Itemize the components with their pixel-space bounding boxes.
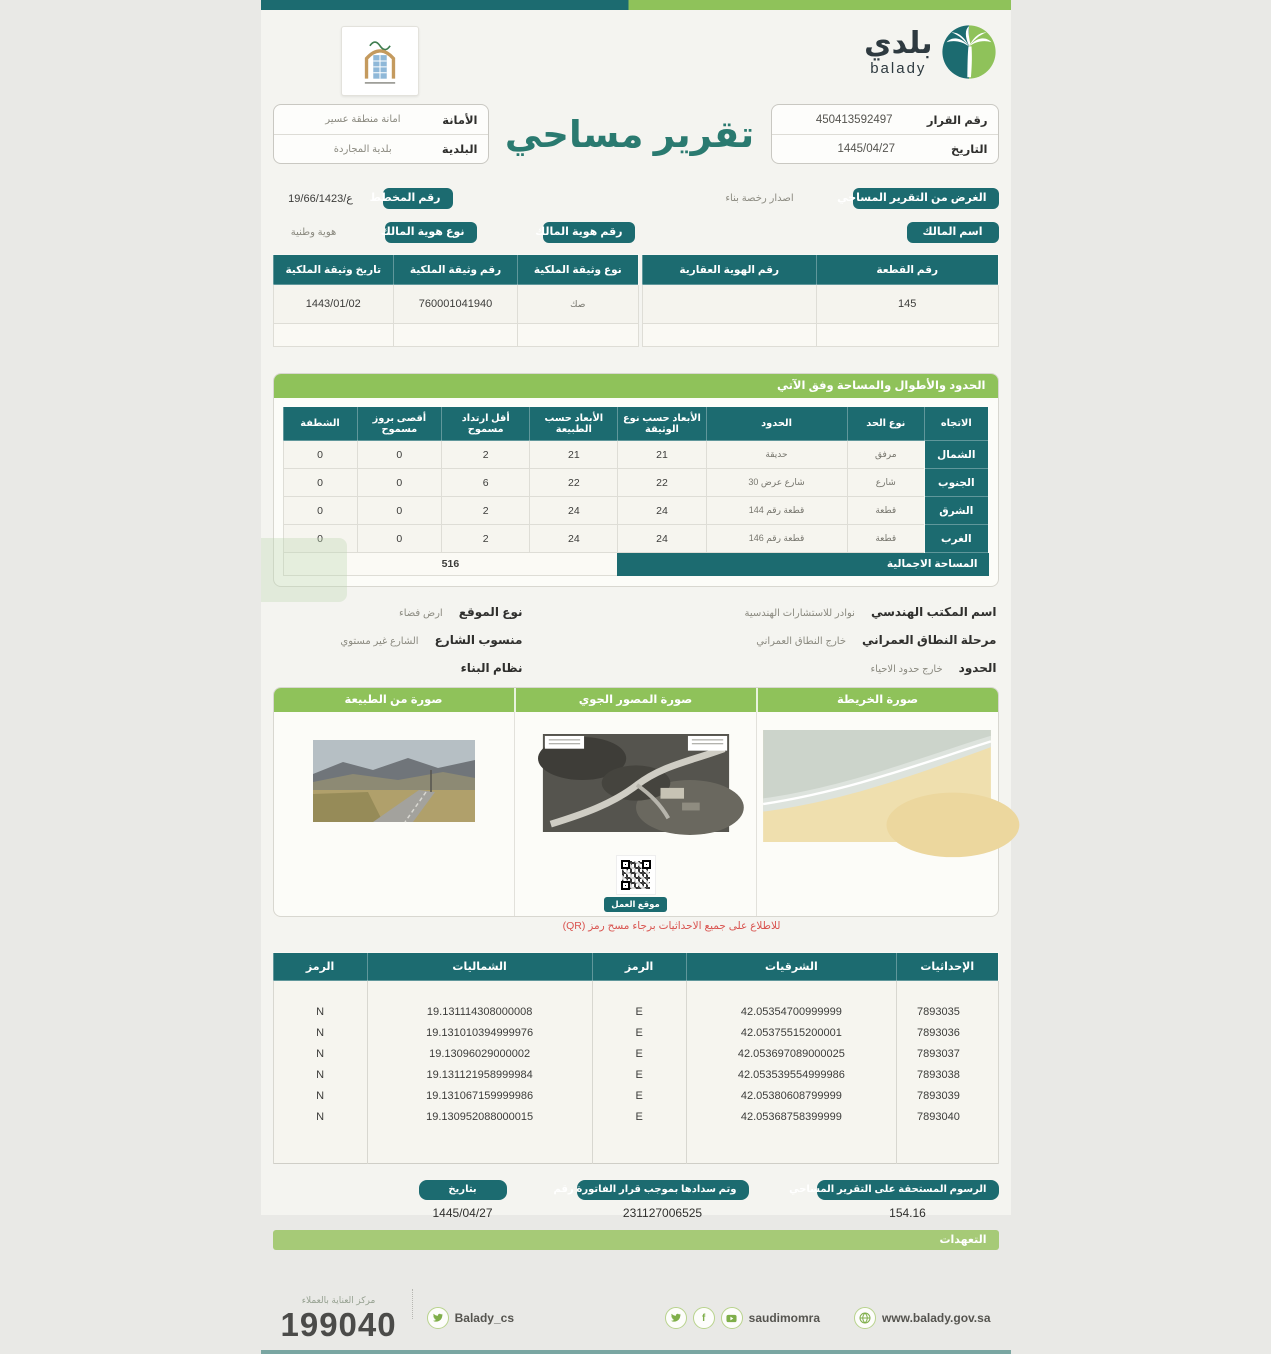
parcel-value-row (642, 285, 998, 324)
page-title: تقرير مساحي (504, 113, 755, 155)
street-level-cell (281, 633, 639, 647)
easting-code: E (592, 1002, 686, 1023)
website-block (854, 1307, 990, 1329)
type-cell: شارع (847, 469, 925, 497)
qr-finder (621, 860, 630, 869)
bounds-cell (639, 661, 997, 675)
municipality-logo (341, 26, 419, 96)
plan-number-pill: رقم المخطط (383, 188, 453, 209)
fees-date-block (419, 1180, 507, 1220)
owner-name-pill: اسم المالك (907, 222, 999, 243)
coord-id: 7893040 (897, 1107, 999, 1128)
deed-type-header: نوع وثيقة الملكية (518, 255, 638, 285)
municipality-value: بلدية المجاردة (333, 143, 392, 155)
brand-latin: balady (870, 59, 927, 77)
northing-code: N (273, 1107, 367, 1128)
coord-id: 7893035 (897, 1002, 999, 1023)
fees-row (261, 1180, 1011, 1220)
northing-code: N (273, 1065, 367, 1086)
protrusion-cell: 0 (357, 497, 442, 525)
map-image-label: صورة الخريطة (836, 694, 919, 707)
customer-care-block (280, 1295, 413, 1344)
municipality-emblem-icon (348, 32, 412, 90)
map-image (763, 730, 991, 842)
fees-invoice-value: 231127006525 (622, 1206, 703, 1221)
deed-number-header: رقم وثيقة الملكية (393, 255, 517, 285)
twitter-icon (427, 1307, 449, 1329)
fees-invoice-pill: وتم سدادها بموجب قرار الفاتورة رقم (577, 1180, 749, 1200)
gap-cell (897, 981, 999, 1002)
empty-cell (686, 1128, 896, 1164)
parcel-table (642, 254, 999, 347)
undertakings-band: التعهدات (273, 1230, 999, 1250)
boundary-header: الحدود (706, 407, 847, 441)
boundary-row-north (283, 441, 988, 469)
boundaries-section (273, 373, 999, 587)
northing: 19.131121958999984 (367, 1065, 592, 1086)
deed-date-header: تاريخ وثيقة الملكية (273, 255, 393, 285)
chamfer-header: الشطفة (283, 407, 357, 441)
property-id-value (642, 285, 816, 324)
bounds-value: خارج حدود الاحياء (870, 664, 943, 676)
decision-date-row (772, 134, 998, 163)
parcel-empty-row (642, 324, 998, 347)
boundary-cell: حديقة (706, 441, 847, 469)
purpose-value: اصدار رخصة بناء (725, 193, 794, 205)
coord-id: 7893036 (897, 1023, 999, 1044)
site-type-label: نوع الموقع (458, 605, 523, 620)
total-area-label: المساحة الاجمالية (618, 553, 988, 576)
empty-cell (518, 324, 638, 347)
deed-value-row (273, 285, 638, 324)
scope-label: مرحلة النطاق العمراني (862, 633, 997, 648)
empty-cell (393, 324, 517, 347)
easting-code: E (592, 1044, 686, 1065)
aerial-image-column (515, 712, 757, 916)
municipality-row (274, 134, 488, 163)
coordinate-row (273, 1086, 998, 1107)
purpose-pill: الغرض من التقرير المساحي (853, 188, 999, 209)
boundary-type-header: نوع الحد (847, 407, 925, 441)
gap-cell (273, 981, 367, 1002)
boundary-cell: قطعة رقم 144 (706, 497, 847, 525)
fees-due-value: 154.16 (889, 1206, 926, 1221)
northing: 19.13096029000002 (367, 1044, 592, 1065)
northing-code: N (273, 1086, 367, 1107)
deed-type-value: صك (518, 285, 638, 324)
facebook-icon: f (693, 1307, 715, 1329)
direction-cell: الغرب (925, 525, 988, 553)
protrusion-cell: 0 (357, 469, 442, 497)
setback-cell: 6 (442, 469, 530, 497)
office-value: نوادر للاستشارات الهندسية (744, 608, 855, 620)
setback-cell: 2 (442, 497, 530, 525)
easting-code-header: الرمز (592, 953, 686, 981)
empty-cell (897, 1128, 999, 1164)
deed-table (273, 254, 639, 347)
bottom-rule (261, 1350, 1011, 1354)
setback-cell: 2 (442, 525, 530, 553)
coordinates-table (273, 952, 999, 1164)
easting-code: E (592, 1065, 686, 1086)
setback-header: أقل ارتداد مسموح (442, 407, 530, 441)
twitter-handle-block (427, 1307, 514, 1329)
coord-id-header: الإحداثيات (897, 953, 999, 981)
dim-doc-cell: 24 (618, 525, 706, 553)
plan-number-value: 19/ع/66/1423 (288, 193, 353, 206)
amanah-box (273, 104, 489, 164)
empty-cell (273, 1128, 367, 1164)
total-area-row (283, 553, 988, 576)
easting-code: E (592, 1086, 686, 1107)
boundary-cell: قطعة رقم 146 (706, 525, 847, 553)
fees-date-pill: بتاريخ (419, 1180, 507, 1200)
bounds-label: الحدود (958, 661, 997, 676)
boundaries-table (283, 406, 989, 576)
images-header-band (274, 688, 998, 712)
empty-cell (642, 324, 816, 347)
boundary-row-south (283, 469, 988, 497)
coordinate-row (273, 1107, 998, 1128)
coordinate-row (273, 1044, 998, 1065)
empty-cell (273, 324, 393, 347)
aerial-image-label: صورة المصور الجوي (516, 688, 758, 712)
office-cell (639, 605, 997, 619)
fees-invoice-block (553, 1180, 749, 1221)
type-cell: قطعة (847, 497, 925, 525)
gap-cell (592, 981, 686, 1002)
owner-id-type-pill: نوع هوية المالك (385, 222, 477, 243)
brand-arabic: بلدي (864, 26, 933, 60)
northing-code: N (273, 1002, 367, 1023)
dim-nature-cell: 24 (530, 525, 618, 553)
easting: 42.05368758399999 (686, 1107, 896, 1128)
site-type-cell (281, 605, 639, 619)
protrusion-header: أقصى بروز مسموح (357, 407, 442, 441)
empty-cell (592, 1128, 686, 1164)
northing-code: N (273, 1044, 367, 1065)
qr-finder (642, 860, 651, 869)
customer-care-number: 199040 (280, 1306, 397, 1344)
easting: 42.053539554999986 (686, 1065, 896, 1086)
fees-due-block (789, 1180, 999, 1221)
building-system-cell (281, 661, 639, 675)
dim-nature-cell: 22 (530, 469, 618, 497)
easting: 42.05375515200001 (686, 1023, 896, 1044)
direction-cell: الجنوب (925, 469, 988, 497)
header (261, 10, 1011, 98)
northing: 19.131114308000008 (367, 1002, 592, 1023)
work-site-qr-code (617, 856, 655, 894)
customer-care-label: مركز العناية بالعملاء (301, 1295, 376, 1306)
ownership-tables (261, 254, 1011, 347)
images-body (274, 712, 998, 916)
chamfer-cell: 0 (283, 525, 357, 553)
nature-image-column (273, 712, 515, 916)
twitter-icon (665, 1307, 687, 1329)
qr-note-row (261, 920, 1011, 932)
gap-cell (367, 981, 592, 1002)
website-url: www.balady.gov.sa (882, 1311, 991, 1326)
northing: 19.131067159999986 (367, 1086, 592, 1107)
empty-cell (367, 1128, 592, 1164)
northing-code: N (273, 1023, 367, 1044)
coord-id: 7893039 (897, 1086, 999, 1107)
gap-cell (686, 981, 896, 1002)
fees-due-pill: الرسوم المستحقة على التقرير المساحي (817, 1180, 999, 1200)
work-site-qr-block (604, 856, 667, 912)
property-id-header: رقم الهوية العقارية (642, 255, 816, 285)
header-info-row (261, 104, 1011, 164)
watermark (261, 538, 347, 602)
nature-image-label: صورة من الطبيعة (274, 688, 516, 712)
owner-id-pill: رقم هوية المالك (543, 222, 635, 243)
boundaries-title-band: الحدود والأطوال والمساحة وفق الآتي (274, 374, 998, 398)
decision-number-value: 450413592497 (815, 113, 893, 126)
street-level-value: الشارع غير مستوي (340, 636, 419, 648)
municipality-label: البلدية (441, 144, 478, 156)
images-section (273, 687, 999, 917)
northing-header: الشماليات (367, 953, 592, 981)
boundary-cell: شارع عرض 30 (706, 469, 847, 497)
empty-cell (816, 324, 998, 347)
decision-date-label: التاريخ (951, 144, 988, 156)
easting: 42.053697089000025 (686, 1044, 896, 1065)
protrusion-cell: 0 (357, 441, 442, 469)
direction-cell: الشمال (925, 441, 988, 469)
parcel-number-header: رقم القطعة (816, 255, 998, 285)
easting-header: الشرقيات (686, 953, 896, 981)
protrusion-cell: 0 (357, 525, 442, 553)
social-handle: saudimomra (748, 1311, 821, 1326)
easting-code: E (592, 1023, 686, 1044)
coordinates-gap-row (273, 981, 998, 1002)
deed-date-value: 1443/01/02 (273, 285, 393, 324)
qr-note: للاطلاع على جميع الاحداثيات برجاء مسح رمز (QR) (562, 920, 781, 933)
amanah-label: الأمانة (442, 114, 478, 127)
dim-doc-cell: 21 (618, 441, 706, 469)
social-block (665, 1307, 820, 1329)
decision-number-label: رقم القرار (926, 114, 988, 127)
dim-doc-header: الأبعاد حسب نوع الوثيقة (618, 407, 706, 441)
balady-brand (864, 24, 996, 80)
scope-cell (639, 633, 997, 647)
boundary-row-east (283, 497, 988, 525)
deed-number-value: 760001041940 (393, 285, 517, 324)
aerial-image (542, 734, 730, 832)
qr-finder (621, 881, 630, 890)
twitter-handle: Balady_cs (454, 1311, 514, 1326)
decision-box (771, 104, 999, 164)
northing-code-header: الرمز (273, 953, 367, 981)
fees-date-value: 1445/04/27 (432, 1206, 493, 1221)
dim-doc-cell: 24 (618, 497, 706, 525)
type-cell: مرفق (847, 441, 925, 469)
easting: 42.05354700999999 (686, 1002, 896, 1023)
coordinate-row (273, 1065, 998, 1086)
purpose-row (261, 188, 1011, 209)
chamfer-cell: 0 (283, 469, 357, 497)
footer (261, 1290, 1011, 1346)
street-level-label: منسوب الشارع (434, 633, 523, 648)
dim-doc-cell: 22 (618, 469, 706, 497)
amanah-value: امانة منطقة عسير (325, 114, 401, 125)
globe-icon (854, 1307, 876, 1329)
direction-header: الاتجاه (925, 407, 988, 441)
dim-nature-cell: 24 (530, 497, 618, 525)
decision-number-row (772, 105, 998, 134)
type-cell: قطعة (847, 525, 925, 553)
dim-nature-header: الأبعاد حسب الطبيعة (530, 407, 618, 441)
balady-palm-logo-icon (941, 24, 997, 80)
parcel-header-row (642, 255, 998, 285)
coord-id: 7893038 (897, 1065, 999, 1086)
building-system-label: نظام البناء (460, 661, 523, 676)
chamfer-cell: 0 (283, 497, 357, 525)
site-type-value: ارض فضاء (399, 608, 443, 620)
top-accent-bar (261, 0, 1011, 10)
dim-nature-cell: 21 (530, 441, 618, 469)
boundary-row-west (283, 525, 988, 553)
owner-id-type-value: هوية وطنية (290, 227, 337, 239)
coordinates-empty-row (273, 1128, 998, 1164)
direction-cell: الشرق (925, 497, 988, 525)
scope-value: خارج النطاق العمراني (756, 636, 846, 648)
map-image-column (757, 712, 998, 916)
survey-report-page (261, 0, 1011, 1344)
balady-wordmark (864, 26, 933, 77)
deed-empty-row (273, 324, 638, 347)
boundaries-header-row (283, 407, 988, 441)
chamfer-cell: 0 (283, 441, 357, 469)
setback-cell: 2 (442, 441, 530, 469)
total-area-value: 516 (283, 553, 618, 576)
office-label: اسم المكتب الهندسي (870, 605, 997, 620)
easting: 42.05380608799999 (686, 1086, 896, 1107)
owner-row (261, 222, 1011, 243)
nature-image (313, 740, 475, 822)
easting-code: E (592, 1107, 686, 1128)
coordinate-row (273, 1002, 998, 1023)
parcel-number-value: 145 (816, 285, 998, 324)
deed-header-row (273, 255, 638, 285)
northing: 19.131010394999976 (367, 1023, 592, 1044)
work-site-qr-label: موقع العمل (604, 897, 667, 912)
coordinates-header-row (273, 953, 998, 981)
decision-date-value: 1445/04/27 (837, 143, 896, 155)
northing: 19.130952088000015 (367, 1107, 592, 1128)
amanah-row (274, 105, 488, 134)
coordinate-row (273, 1023, 998, 1044)
site-info (261, 605, 1011, 675)
coord-id: 7893037 (897, 1044, 999, 1065)
youtube-icon (721, 1307, 743, 1329)
coordinates-section (273, 952, 999, 1164)
